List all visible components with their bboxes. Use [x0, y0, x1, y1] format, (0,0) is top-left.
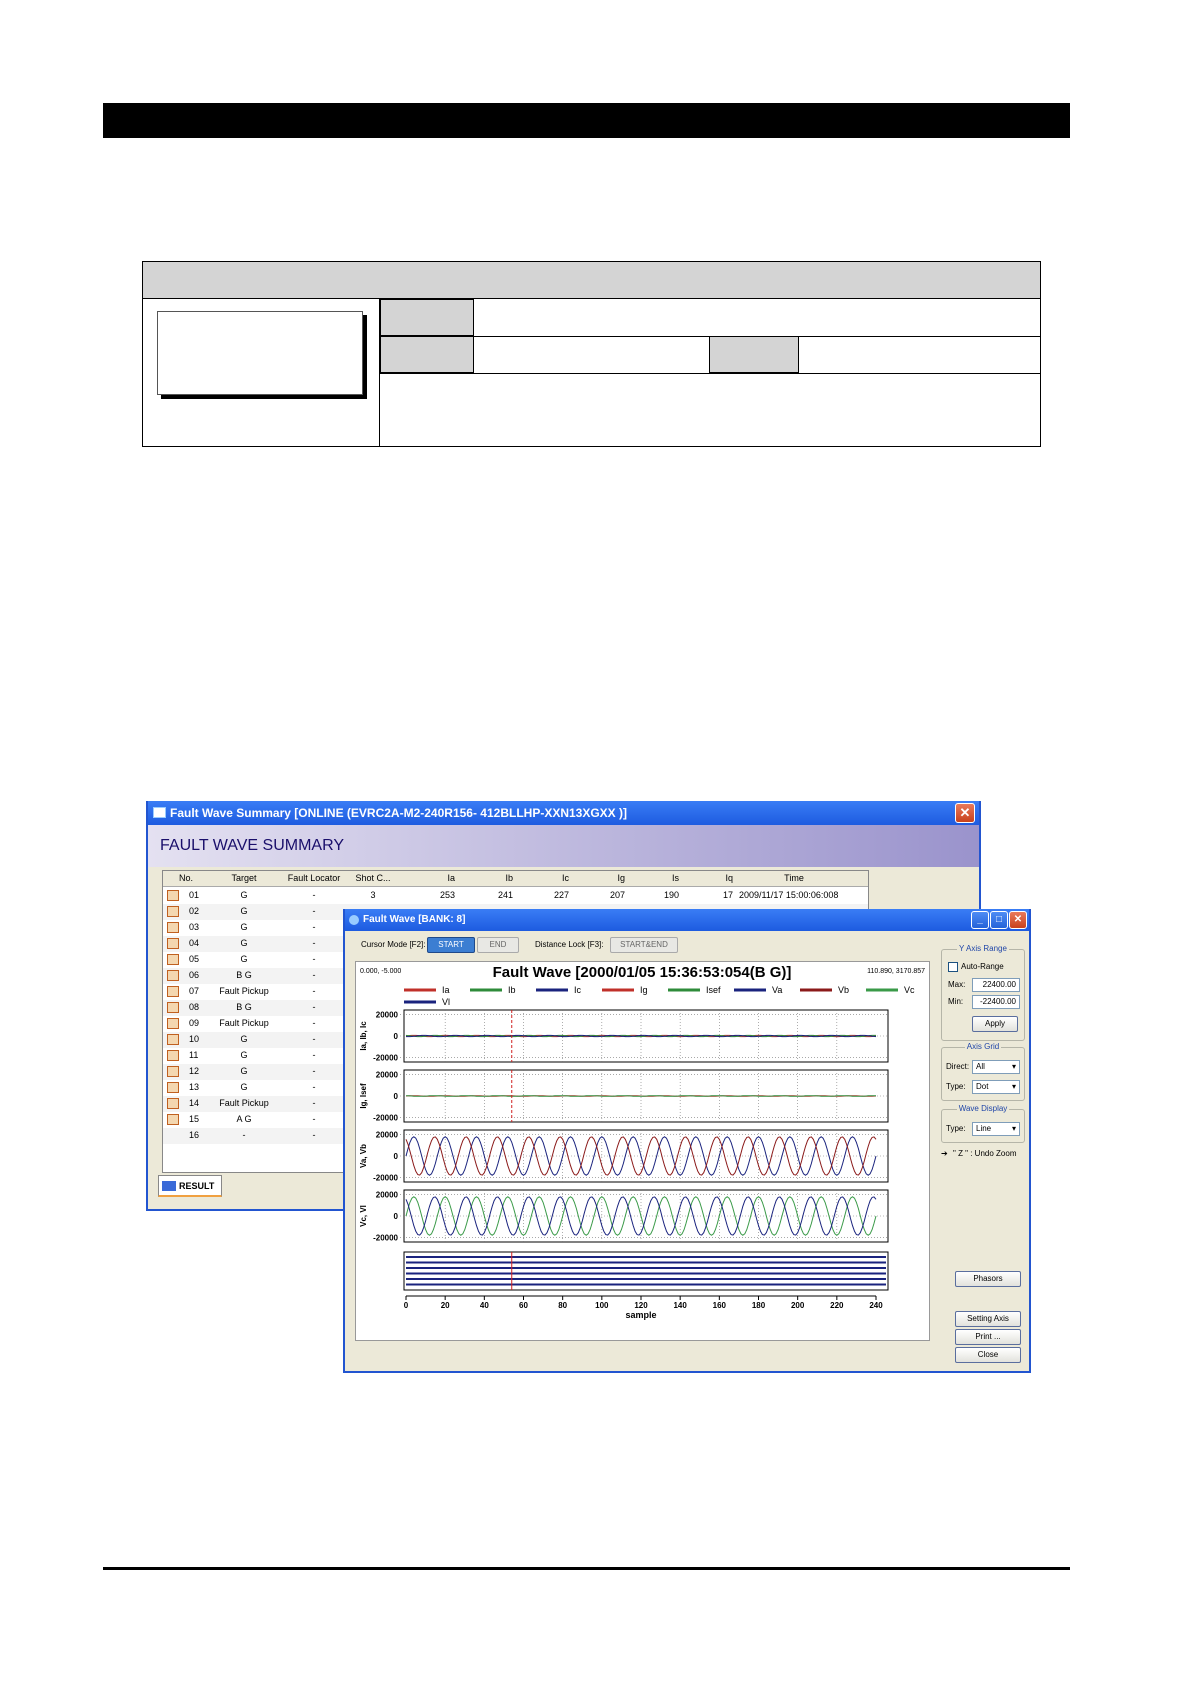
row-target: G [240, 890, 248, 900]
row-target: B G [236, 970, 252, 980]
x-tick-label: 200 [790, 1301, 805, 1310]
y-tick-label: -20000 [373, 1053, 398, 1063]
summary-title-bar[interactable] [148, 801, 979, 825]
y-tick-label: -20000 [373, 1233, 398, 1243]
y-tick-label: 0 [393, 1092, 398, 1101]
row-target: G [240, 906, 248, 916]
fault-record-icon [167, 970, 179, 981]
cursor-mode-label: Cursor Mode [F2]: [361, 940, 426, 949]
row-locator: - [312, 1114, 316, 1124]
row-target: G [240, 922, 248, 932]
fault-record-icon [167, 1098, 179, 1109]
col-header[interactable]: Ib [505, 873, 513, 883]
row-no: 05 [189, 954, 200, 964]
x-tick-label: 100 [595, 1301, 609, 1310]
col-header[interactable]: No. [178, 873, 193, 883]
row-target: Fault Pickup [219, 1098, 269, 1108]
phasors-button[interactable]: Phasors [955, 1271, 1021, 1287]
y-axis-label: Va, Vb [359, 1143, 368, 1169]
fault-record-icon [167, 1018, 179, 1029]
y-axis-label: Ig, Isef [359, 1083, 368, 1109]
window-icon [153, 807, 166, 818]
row-cell-ib: 241 [497, 890, 513, 900]
row-target: Fault Pickup [219, 1018, 269, 1028]
distance-lock-button[interactable]: START&END [610, 937, 678, 953]
undo-zoom-hint: " Z " : Undo Zoom [953, 1149, 1017, 1158]
row-cell-iq: 17 [722, 890, 733, 900]
legend-label-Vl: Vl [442, 997, 451, 1007]
fault-record-icon [167, 1002, 179, 1013]
fault-wave-chart[interactable] [356, 962, 929, 1340]
fault-record-icon [167, 922, 179, 933]
row-locator: - [312, 1130, 316, 1140]
legend-label-Ia: Ia [442, 985, 450, 995]
wave-display-group [941, 1104, 1025, 1143]
apply-button[interactable]: Apply [972, 1016, 1018, 1032]
maximize-icon[interactable]: □ [990, 911, 1008, 929]
x-tick-label: 140 [673, 1301, 687, 1310]
auto-range-label: Auto-Range [961, 962, 1004, 971]
plot-area[interactable] [355, 961, 930, 1341]
direct-label: Direct: [946, 1062, 970, 1071]
legend-label-Va: Va [772, 985, 783, 995]
fault-record-icon [167, 906, 179, 917]
fault-record-icon [167, 890, 179, 901]
fault-record-icon [167, 1066, 179, 1077]
legend-label-Ib: Ib [508, 985, 516, 995]
row-target: G [240, 954, 248, 964]
y-tick-label: -20000 [373, 1173, 398, 1183]
table-row[interactable] [163, 888, 868, 904]
legend-label-Ic: Ic [574, 985, 582, 995]
wave-title-bar[interactable] [345, 909, 1029, 931]
row-no: 06 [189, 970, 200, 980]
row-locator: - [312, 1098, 316, 1108]
row-locator: - [312, 922, 316, 932]
col-header[interactable]: Ic [561, 873, 569, 883]
legend-label-Vb: Vb [838, 985, 850, 995]
y-tick-label: 0 [393, 1032, 398, 1041]
y-axis-label: Ia, Ib, Ic [359, 1021, 368, 1051]
row-no: 07 [189, 986, 200, 996]
print-button[interactable]: Print ... [955, 1329, 1021, 1345]
direct-select[interactable]: All ▾ [972, 1060, 1020, 1074]
row-locator: - [312, 906, 316, 916]
spec-label-cell [380, 336, 474, 373]
axis-grid-group [941, 1042, 1025, 1101]
row-no: 03 [189, 922, 200, 932]
legend-label-Ig: Ig [640, 985, 648, 995]
row-target: - [242, 1130, 246, 1140]
result-tab[interactable] [158, 1175, 222, 1197]
window-icon [349, 915, 359, 925]
row-no: 04 [189, 938, 200, 948]
fault-record-icon [167, 986, 179, 997]
row-no: 02 [189, 906, 200, 916]
col-header[interactable]: Ia [447, 873, 455, 883]
row-no: 14 [189, 1098, 200, 1108]
spec-table [142, 261, 1041, 447]
cursor-start-button[interactable]: START [427, 937, 475, 953]
wave-display-title: Wave Display [958, 1104, 1008, 1113]
fault-wave-window [343, 909, 1031, 1373]
row-locator: - [312, 970, 316, 980]
summary-banner: FAULT WAVE SUMMARY [148, 825, 979, 867]
fault-record-icon [167, 954, 179, 965]
row-locator: - [312, 1034, 316, 1044]
row-locator: - [312, 1002, 316, 1012]
row-target: G [240, 938, 248, 948]
grid-type-select[interactable]: Dot ▾ [972, 1080, 1020, 1094]
row-no: 09 [189, 1018, 200, 1028]
row-no: 12 [189, 1066, 200, 1076]
row-cell-ic: 227 [553, 890, 569, 900]
col-header[interactable]: Is [671, 873, 679, 883]
row-target: A G [236, 1114, 252, 1124]
y-tick-label: 0 [393, 1152, 398, 1161]
row-locator: - [312, 1066, 316, 1076]
x-tick-label: 160 [712, 1301, 727, 1310]
y-tick-label: 20000 [375, 1010, 398, 1020]
col-header[interactable]: Fault Locator [287, 873, 341, 883]
chart-title: Fault Wave [2000/01/05 15:36:53:054(B G)] [492, 964, 792, 981]
spec-divider [380, 373, 1040, 374]
row-locator: - [312, 954, 316, 964]
close-button[interactable]: Close [955, 1347, 1021, 1363]
col-header[interactable]: Iq [725, 873, 733, 883]
y-tick-label: 20000 [375, 1190, 398, 1200]
col-header[interactable]: Ig [617, 873, 625, 883]
row-cell-time: 2009/11/17 15:00:06:008 [739, 890, 839, 900]
col-header[interactable]: Target [231, 873, 257, 883]
setting-axis-button[interactable]: Setting Axis [955, 1311, 1021, 1327]
x-axis-label: sample [625, 1310, 657, 1320]
x-tick-label: 60 [519, 1301, 528, 1310]
row-cell-ig: 207 [609, 890, 625, 900]
fault-record-icon [167, 1114, 179, 1125]
cursor-end-button[interactable]: END [477, 937, 519, 953]
fault-record-icon [167, 938, 179, 949]
row-cell-shot: 3 [370, 890, 376, 900]
row-target: B G [236, 1002, 252, 1012]
close-icon[interactable]: ✕ [955, 803, 975, 823]
row-locator: - [312, 890, 316, 900]
grid-type-label: Type: [946, 1082, 966, 1091]
close-icon[interactable]: ✕ [1009, 911, 1027, 929]
fault-record-icon [167, 1034, 179, 1045]
x-tick-label: 240 [869, 1301, 883, 1310]
col-header[interactable]: Shot C... [355, 873, 391, 883]
x-tick-label: 40 [479, 1301, 489, 1310]
grid-header [163, 871, 868, 887]
y-axis-range-group [941, 944, 1025, 1041]
spec-key-box [157, 311, 363, 395]
result-tab-icon [162, 1181, 176, 1191]
row-no: 10 [189, 1034, 200, 1044]
row-no: 08 [189, 1002, 200, 1012]
minimize-icon[interactable]: _ [971, 911, 989, 929]
axis-grid-title: Axis Grid [966, 1042, 1000, 1051]
row-locator: - [312, 1082, 316, 1092]
row-no: 11 [189, 1050, 199, 1060]
row-no: 01 [189, 890, 200, 900]
max-input[interactable]: 22400.00 [972, 978, 1020, 992]
wave-type-select[interactable]: Line ▾ [972, 1122, 1020, 1136]
col-header[interactable]: Time [784, 873, 804, 883]
row-locator: - [312, 1050, 316, 1060]
row-locator: - [312, 1018, 316, 1028]
min-label: Min: [948, 997, 964, 1006]
x-tick-label: 120 [634, 1301, 648, 1310]
fault-record-icon [167, 1082, 179, 1093]
coord-left: 0.000, -5.000 [360, 968, 402, 975]
result-tab-label: RESULT [179, 1181, 215, 1191]
fault-record-icon [167, 1050, 179, 1061]
coord-right: 110.890, 3170.857 [867, 968, 925, 975]
y-tick-label: -20000 [373, 1113, 398, 1123]
x-tick-label: 80 [558, 1301, 568, 1310]
y-axis-range-title: Y Axis Range [959, 944, 1007, 953]
x-tick-label: 0 [403, 1301, 409, 1310]
row-target: G [240, 1034, 248, 1044]
y-tick-label: 20000 [375, 1130, 398, 1140]
y-tick-label: 20000 [375, 1070, 398, 1080]
legend-label-Vc: Vc [904, 985, 915, 995]
x-tick-label: 220 [830, 1301, 844, 1310]
wave-title: Fault Wave [BANK: 8] [363, 914, 466, 925]
page-footer-rule [103, 1567, 1070, 1570]
row-target: G [240, 1082, 248, 1092]
distance-lock-label: Distance Lock [F3]: [535, 940, 604, 949]
row-target: G [240, 1066, 248, 1076]
arrow-icon: ➔ [941, 1149, 948, 1158]
row-target: G [240, 1050, 248, 1060]
row-cell-is: 190 [663, 890, 679, 900]
spec-label-cell [709, 336, 799, 373]
row-target: Fault Pickup [219, 986, 269, 996]
min-input[interactable]: -22400.00 [972, 995, 1020, 1009]
x-tick-label: 180 [751, 1301, 766, 1310]
y-tick-label: 0 [393, 1212, 398, 1221]
wave-type-label: Type: [946, 1124, 966, 1133]
row-cell-ia: 253 [439, 890, 455, 900]
spec-table-header [143, 262, 1040, 299]
y-axis-label: Vc, Vl [359, 1205, 368, 1227]
spec-label-cell [380, 299, 474, 336]
legend-label-Isef: Isef [706, 985, 721, 995]
row-no: 15 [189, 1114, 200, 1124]
row-locator: - [312, 986, 316, 996]
spec-table-key-cell [143, 299, 380, 446]
row-no: 16 [189, 1130, 200, 1140]
max-label: Max: [948, 980, 966, 989]
row-no: 13 [189, 1082, 200, 1092]
row-locator: - [312, 938, 316, 948]
x-tick-label: 20 [440, 1301, 450, 1310]
page-header-bar [103, 103, 1070, 138]
auto-range-checkbox[interactable] [948, 962, 958, 972]
summary-title: Fault Wave Summary [ONLINE (EVRC2A-M2-240R156- 412BLLHP-XXN13XGXX )] [170, 806, 628, 820]
